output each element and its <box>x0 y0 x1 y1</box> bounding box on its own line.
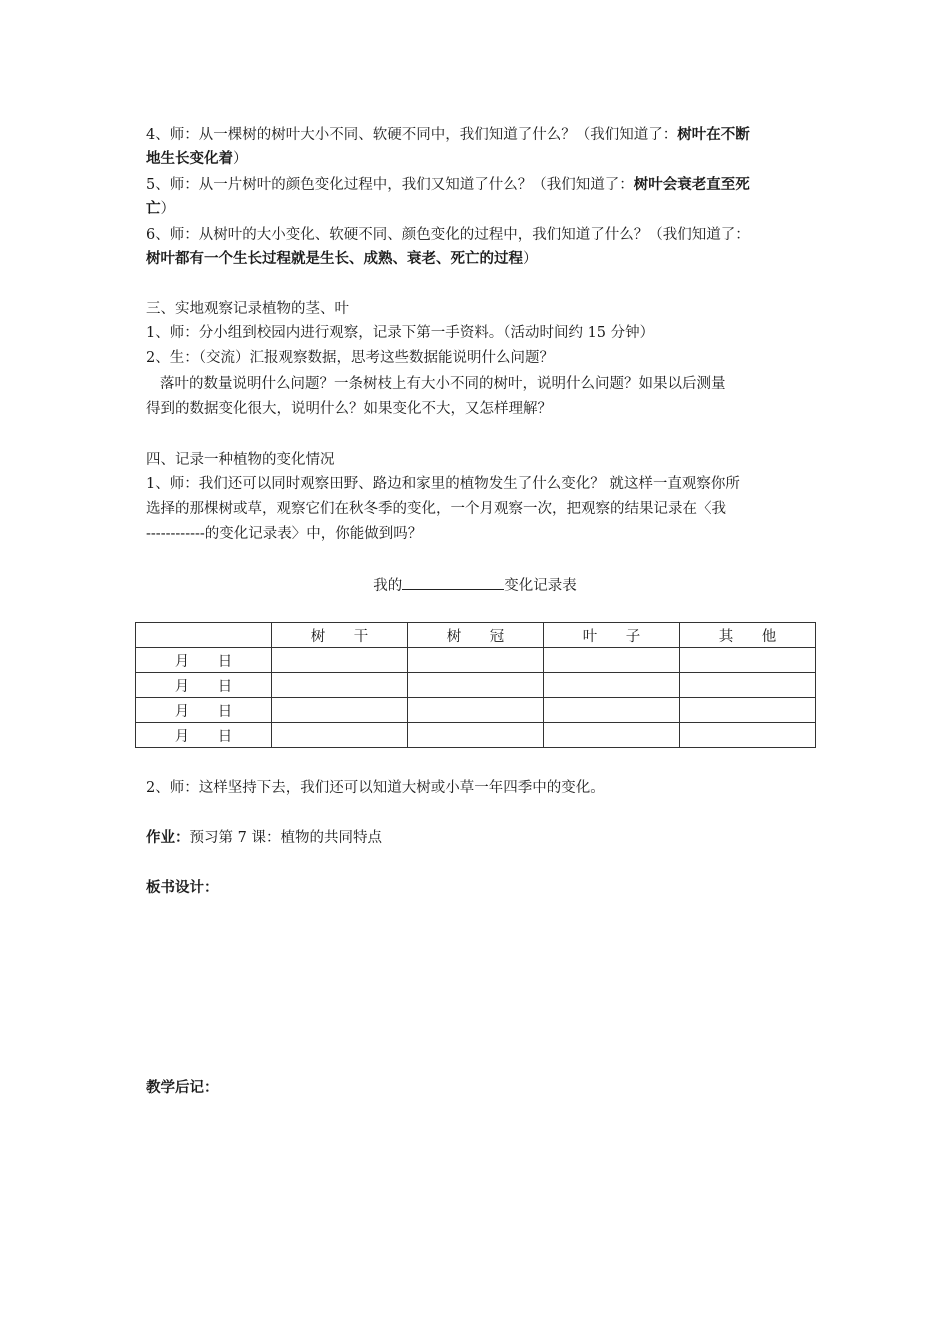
para-6-line-2 <box>146 248 538 270</box>
table-title-suffix: 变化记录表 <box>504 578 577 594</box>
homework-line <box>146 827 382 849</box>
table-cell <box>544 648 680 673</box>
table-row <box>136 723 816 748</box>
table-cell <box>680 723 816 748</box>
table-header-cell: 树 冠 <box>408 623 544 648</box>
para-6-line-1 <box>146 224 750 246</box>
section-3-item-2: 2、生：（交流）汇报观察数据，思考这些数据能说明什么问题？ <box>146 350 554 366</box>
section-3-item-1: 1、师：分小组到校园内进行观察，记录下第一手资料。（活动时间约 15 分钟） <box>146 325 655 341</box>
para-5-line-1 <box>146 174 750 196</box>
table-date-cell: 月 日 <box>136 648 272 673</box>
section-3-para-line-2: 得到的数据变化很大，说明什么？如果变化不大，又怎样理解？ <box>146 401 552 417</box>
table-cell <box>408 698 544 723</box>
para-5-close: ） <box>160 201 175 217</box>
table-cell <box>272 698 408 723</box>
table-header-row <box>136 623 816 648</box>
table-cell <box>680 698 816 723</box>
table-cell <box>408 648 544 673</box>
fill-in-blank <box>402 574 504 590</box>
para-4-text: 4、师：从一棵树的树叶大小不同、软硬不同中，我们知道了什么？（我们知道了： <box>146 127 678 143</box>
para-4-line-1 <box>146 124 750 146</box>
homework-label: 作业： <box>146 830 190 846</box>
table-cell <box>544 698 680 723</box>
para-4-close: ） <box>233 151 248 167</box>
table-title-prefix: 我的 <box>373 578 403 594</box>
para-4-line-2 <box>146 148 248 170</box>
table-cell <box>408 673 544 698</box>
section-3-title: 三、实地观察记录植物的茎、叶 <box>146 301 349 317</box>
table-cell <box>272 673 408 698</box>
section-3-para-line-1: 落叶的数量说明什么问题？一条树枝上有大小不同的树叶，说明什么问题？如果以后测量 <box>160 376 726 392</box>
para-4-bold-cont: 地生长变化着 <box>146 151 233 167</box>
table-header-cell: 树 干 <box>272 623 408 648</box>
table-date-cell: 月 日 <box>136 673 272 698</box>
section-4-item-1-line-3: ------------的变化记录表〉中，你能做到吗？ <box>146 526 423 542</box>
teaching-notes-heading: 教学后记： <box>146 1080 219 1096</box>
para-6-bold: 树叶都有一个生长过程就是生长、成熟、衰老、死亡的过程 <box>146 251 523 267</box>
table-row <box>136 698 816 723</box>
section-4-item-1-line-2: 选择的那棵树或草，观察它们在秋冬季的变化，一个月观察一次，把观察的结果记录在〈我 <box>146 501 726 517</box>
table-row <box>136 648 816 673</box>
table-cell <box>680 673 816 698</box>
para-5-bold: 树叶会衰老直至死 <box>633 177 750 193</box>
para-5-bold-cont: 亡 <box>146 201 161 217</box>
table-cell <box>272 723 408 748</box>
para-6-close: ） <box>523 251 538 267</box>
table-date-cell: 月 日 <box>136 698 272 723</box>
homework-text: 预习第 7 课：植物的共同特点 <box>189 830 382 846</box>
section-4-item-1-line-1: 1、师：我们还可以同时观察田野、路边和家里的植物发生了什么变化？ 就这样一直观察你所 <box>146 476 740 492</box>
table-cell <box>408 723 544 748</box>
table-header-cell: 其 他 <box>680 623 816 648</box>
para-5-text: 5、师：从一片树叶的颜色变化过程中，我们又知道了什么？（我们知道了： <box>146 177 634 193</box>
record-table-title <box>0 574 950 597</box>
para-5-line-2 <box>146 198 175 220</box>
table-header-cell <box>136 623 272 648</box>
para-4-bold: 树叶在不断 <box>677 127 750 143</box>
table-cell <box>544 673 680 698</box>
record-table <box>135 622 816 748</box>
section-4-title: 四、记录一种植物的变化情况 <box>146 452 335 468</box>
table-cell <box>680 648 816 673</box>
section-4-item-2: 2、师：这样坚持下去，我们还可以知道大树或小草一年四季中的变化。 <box>146 780 605 796</box>
board-design-heading: 板书设计： <box>146 880 219 896</box>
table-header-cell: 叶 子 <box>544 623 680 648</box>
para-6-text: 6、师：从树叶的大小变化、软硬不同、颜色变化的过程中，我们知道了什么？（我们知道了： <box>146 227 750 243</box>
table-row <box>136 673 816 698</box>
table-cell <box>272 648 408 673</box>
table-cell <box>544 723 680 748</box>
table-date-cell: 月 日 <box>136 723 272 748</box>
